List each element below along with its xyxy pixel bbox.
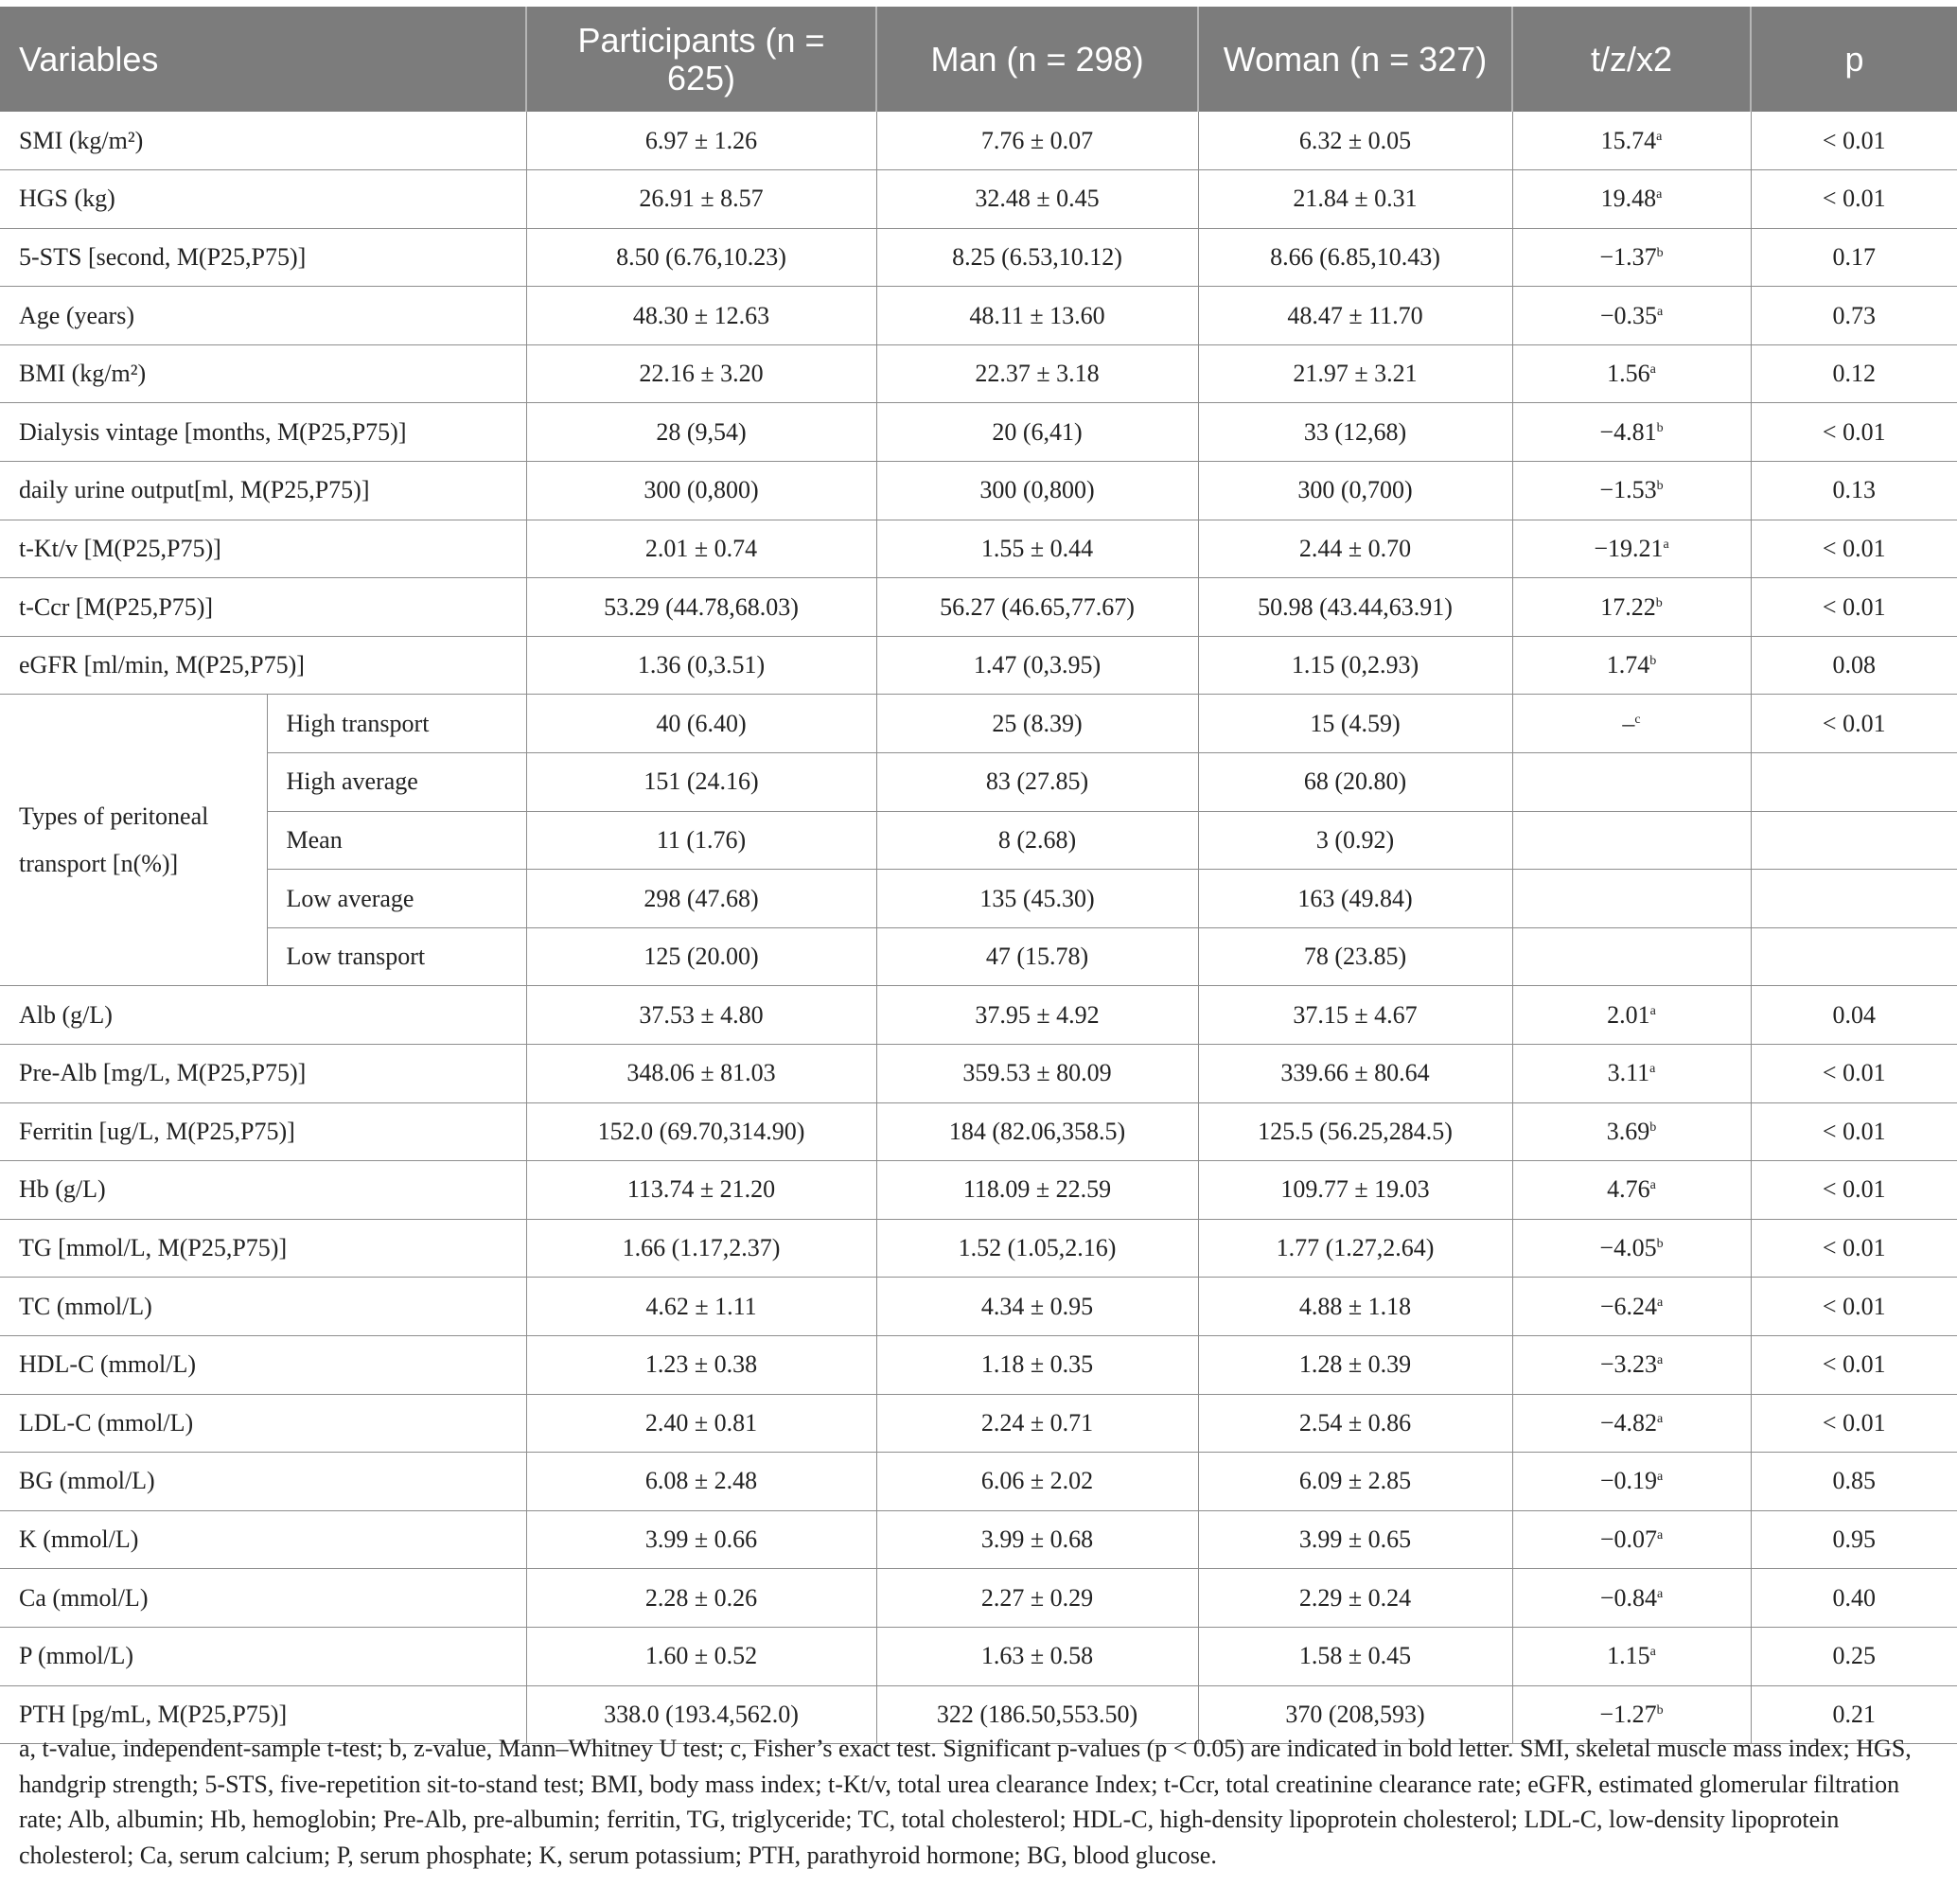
- statistic-superscript: a: [1649, 1003, 1656, 1018]
- statistic-cell: [1512, 287, 1751, 345]
- statistic-cell: [1512, 170, 1751, 229]
- statistic-cell: [1512, 695, 1751, 753]
- participants-cell: 113.74 ± 21.20: [526, 1161, 876, 1220]
- p-value-cell: < 0.01: [1751, 1045, 1957, 1103]
- p-value-cell: 0.73: [1751, 287, 1957, 345]
- man-cell: 8.25 (6.53,10.12): [876, 228, 1198, 287]
- header-woman: Woman (n = 327): [1198, 7, 1512, 112]
- man-cell: 56.27 (46.65,77.67): [876, 578, 1198, 637]
- statistic-superscript: b: [1656, 420, 1664, 435]
- participants-cell: 338.0 (193.4,562.0): [526, 1685, 876, 1744]
- statistic-value: −3.23: [1599, 1350, 1657, 1379]
- statistic-superscript: a: [1656, 1295, 1664, 1310]
- statistic-cell: [1512, 753, 1751, 812]
- variable-cell: TC (mmol/L): [0, 1278, 526, 1336]
- participants-cell: 298 (47.68): [526, 870, 876, 928]
- man-cell: 359.53 ± 80.09: [876, 1045, 1198, 1103]
- table-row: [0, 1453, 1957, 1511]
- statistic-cell: [1512, 927, 1751, 986]
- man-cell: 3.99 ± 0.68: [876, 1510, 1198, 1569]
- statistic-superscript: c: [1634, 712, 1641, 727]
- variable-cell: Alb (g/L): [0, 986, 526, 1045]
- statistic-superscript: b: [1649, 1119, 1657, 1135]
- table-row: [0, 753, 1957, 812]
- p-value-cell: < 0.01: [1751, 578, 1957, 637]
- transport-subcategory: Mean: [267, 811, 526, 870]
- variable-cell: 5-STS [second, M(P25,P75)]: [0, 228, 526, 287]
- woman-cell: 1.58 ± 0.45: [1198, 1627, 1512, 1685]
- table-row: [0, 927, 1957, 986]
- man-cell: 135 (45.30): [876, 870, 1198, 928]
- p-value-cell: 0.25: [1751, 1627, 1957, 1685]
- table-row: [0, 578, 1957, 637]
- man-cell: 22.37 ± 3.18: [876, 344, 1198, 403]
- statistic-cell: [1512, 1510, 1751, 1569]
- statistic-cell: [1512, 1102, 1751, 1161]
- table-row: [0, 870, 1957, 928]
- variable-cell: PTH [pg/mL, M(P25,P75)]: [0, 1685, 526, 1744]
- data-table-container: [0, 7, 1957, 1744]
- woman-cell: 21.84 ± 0.31: [1198, 170, 1512, 229]
- table-row: [0, 1510, 1957, 1569]
- participants-cell: 1.66 (1.17,2.37): [526, 1219, 876, 1278]
- table-row: [0, 1219, 1957, 1278]
- statistic-value: −1.53: [1599, 476, 1657, 504]
- participants-cell: 8.50 (6.76,10.23): [526, 228, 876, 287]
- statistic-value: 2.01: [1607, 1000, 1650, 1029]
- man-cell: 32.48 ± 0.45: [876, 170, 1198, 229]
- p-value-cell: [1751, 927, 1957, 986]
- woman-cell: 33 (12,68): [1198, 403, 1512, 462]
- statistic-value: −0.19: [1599, 1467, 1657, 1495]
- woman-cell: 3 (0.92): [1198, 811, 1512, 870]
- participants-cell: 2.40 ± 0.81: [526, 1394, 876, 1453]
- p-value-cell: 0.17: [1751, 228, 1957, 287]
- man-cell: 48.11 ± 13.60: [876, 287, 1198, 345]
- statistic-cell: [1512, 1278, 1751, 1336]
- statistic-superscript: a: [1649, 1178, 1656, 1193]
- participants-cell: 2.01 ± 0.74: [526, 520, 876, 578]
- table-row: [0, 1394, 1957, 1453]
- header-p-value: p: [1751, 7, 1957, 112]
- woman-cell: 68 (20.80): [1198, 753, 1512, 812]
- statistic-cell: [1512, 1161, 1751, 1220]
- statistic-superscript: b: [1649, 654, 1657, 669]
- statistic-superscript: a: [1656, 1353, 1664, 1368]
- participants-cell: 6.97 ± 1.26: [526, 112, 876, 170]
- man-cell: 83 (27.85): [876, 753, 1198, 812]
- woman-cell: 6.32 ± 0.05: [1198, 112, 1512, 170]
- statistic-value: 3.11: [1607, 1059, 1650, 1087]
- participants-cell: 1.60 ± 0.52: [526, 1627, 876, 1685]
- p-value-cell: [1751, 811, 1957, 870]
- table-row: [0, 462, 1957, 520]
- statistic-cell: [1512, 520, 1751, 578]
- p-value-cell: < 0.01: [1751, 170, 1957, 229]
- participants-cell: 28 (9,54): [526, 403, 876, 462]
- p-value-cell: 0.40: [1751, 1569, 1957, 1628]
- statistic-superscript: a: [1656, 187, 1663, 203]
- statistic-superscript: a: [1656, 129, 1663, 144]
- p-value-cell: 0.85: [1751, 1453, 1957, 1511]
- statistic-value: −4.82: [1599, 1408, 1657, 1437]
- variable-cell: t-Kt/v [M(P25,P75)]: [0, 520, 526, 578]
- variable-cell: t-Ccr [M(P25,P75)]: [0, 578, 526, 637]
- woman-cell: 125.5 (56.25,284.5): [1198, 1102, 1512, 1161]
- statistic-superscript: a: [1656, 1411, 1664, 1426]
- variable-cell: BG (mmol/L): [0, 1453, 526, 1511]
- p-value-cell: < 0.01: [1751, 403, 1957, 462]
- statistic-cell: [1512, 403, 1751, 462]
- woman-cell: 339.66 ± 80.64: [1198, 1045, 1512, 1103]
- transport-subcategory: High average: [267, 753, 526, 812]
- statistic-superscript: a: [1656, 1470, 1664, 1485]
- statistic-value: 4.76: [1607, 1175, 1650, 1204]
- woman-cell: 50.98 (43.44,63.91): [1198, 578, 1512, 637]
- man-cell: 37.95 ± 4.92: [876, 986, 1198, 1045]
- man-cell: 1.47 (0,3.95): [876, 636, 1198, 695]
- variable-cell: Ferritin [ug/L, M(P25,P75)]: [0, 1102, 526, 1161]
- variable-cell: Pre-Alb [mg/L, M(P25,P75)]: [0, 1045, 526, 1103]
- p-value-cell: < 0.01: [1751, 1219, 1957, 1278]
- characteristics-table: [0, 7, 1957, 1744]
- table-row: [0, 170, 1957, 229]
- man-cell: 2.27 ± 0.29: [876, 1569, 1198, 1628]
- header-statistic: t/z/x2: [1512, 7, 1751, 112]
- statistic-superscript: b: [1656, 479, 1664, 494]
- woman-cell: 6.09 ± 2.85: [1198, 1453, 1512, 1511]
- statistic-value: −4.05: [1599, 1234, 1657, 1262]
- man-cell: 300 (0,800): [876, 462, 1198, 520]
- transport-group-label: Types of peritoneal transport [n(%)]: [0, 695, 267, 986]
- statistic-cell: [1512, 1627, 1751, 1685]
- participants-cell: 1.23 ± 0.38: [526, 1335, 876, 1394]
- transport-subcategory: Low average: [267, 870, 526, 928]
- variable-cell: eGFR [ml/min, M(P25,P75)]: [0, 636, 526, 695]
- statistic-cell: [1512, 112, 1751, 170]
- variable-cell: P (mmol/L): [0, 1627, 526, 1685]
- table-row: [0, 636, 1957, 695]
- woman-cell: 8.66 (6.85,10.43): [1198, 228, 1512, 287]
- statistic-cell: [1512, 870, 1751, 928]
- participants-cell: 2.28 ± 0.26: [526, 1569, 876, 1628]
- statistic-superscript: b: [1656, 245, 1664, 260]
- statistic-superscript: a: [1656, 1528, 1664, 1543]
- woman-cell: 2.29 ± 0.24: [1198, 1569, 1512, 1628]
- participants-cell: 348.06 ± 81.03: [526, 1045, 876, 1103]
- table-row: [0, 1102, 1957, 1161]
- p-value-cell: 0.12: [1751, 344, 1957, 403]
- variable-cell: BMI (kg/m²): [0, 344, 526, 403]
- woman-cell: 78 (23.85): [1198, 927, 1512, 986]
- woman-cell: 1.15 (0,2.93): [1198, 636, 1512, 695]
- statistic-value: 17.22: [1600, 592, 1656, 621]
- man-cell: 7.76 ± 0.07: [876, 112, 1198, 170]
- statistic-cell: [1512, 986, 1751, 1045]
- statistic-cell: [1512, 1453, 1751, 1511]
- statistic-value: 1.15: [1607, 1642, 1650, 1670]
- p-value-cell: < 0.01: [1751, 520, 1957, 578]
- variable-cell: K (mmol/L): [0, 1510, 526, 1569]
- participants-cell: 6.08 ± 2.48: [526, 1453, 876, 1511]
- p-value-cell: < 0.01: [1751, 695, 1957, 753]
- p-value-cell: < 0.01: [1751, 1102, 1957, 1161]
- p-value-cell: < 0.01: [1751, 1278, 1957, 1336]
- statistic-value: 19.48: [1600, 185, 1657, 213]
- woman-cell: 48.47 ± 11.70: [1198, 287, 1512, 345]
- participants-cell: 37.53 ± 4.80: [526, 986, 876, 1045]
- p-value-cell: 0.08: [1751, 636, 1957, 695]
- participants-cell: 11 (1.76): [526, 811, 876, 870]
- woman-cell: 109.77 ± 19.03: [1198, 1161, 1512, 1220]
- variable-cell: HDL-C (mmol/L): [0, 1335, 526, 1394]
- table-row: [0, 811, 1957, 870]
- table-row: [0, 1045, 1957, 1103]
- woman-cell: 370 (208,593): [1198, 1685, 1512, 1744]
- p-value-cell: 0.21: [1751, 1685, 1957, 1744]
- statistic-superscript: a: [1649, 1062, 1656, 1077]
- statistic-superscript: a: [1656, 1586, 1664, 1601]
- p-value-cell: [1751, 870, 1957, 928]
- man-cell: 1.18 ± 0.35: [876, 1335, 1198, 1394]
- woman-cell: 1.28 ± 0.39: [1198, 1335, 1512, 1394]
- table-row: [0, 287, 1957, 345]
- statistic-value: −4.81: [1599, 417, 1657, 446]
- man-cell: 1.52 (1.05,2.16): [876, 1219, 1198, 1278]
- transport-subcategory: High transport: [267, 695, 526, 753]
- woman-cell: 1.77 (1.27,2.64): [1198, 1219, 1512, 1278]
- statistic-cell: [1512, 636, 1751, 695]
- table-row: [0, 344, 1957, 403]
- statistic-value: 1.74: [1606, 651, 1650, 679]
- woman-cell: 21.97 ± 3.21: [1198, 344, 1512, 403]
- table-row: [0, 1278, 1957, 1336]
- variable-cell: LDL-C (mmol/L): [0, 1394, 526, 1453]
- participants-cell: 22.16 ± 3.20: [526, 344, 876, 403]
- table-body: [0, 112, 1957, 1744]
- statistic-cell: [1512, 1569, 1751, 1628]
- statistic-value: −0.07: [1599, 1525, 1657, 1554]
- statistic-cell: [1512, 811, 1751, 870]
- statistic-value: −6.24: [1599, 1292, 1657, 1320]
- statistic-superscript: a: [1649, 1645, 1656, 1660]
- p-value-cell: 0.95: [1751, 1510, 1957, 1569]
- statistic-value: −0.35: [1599, 301, 1657, 329]
- woman-cell: 15 (4.59): [1198, 695, 1512, 753]
- statistic-value: −0.84: [1599, 1583, 1657, 1612]
- man-cell: 8 (2.68): [876, 811, 1198, 870]
- table-row: [0, 695, 1957, 753]
- variable-cell: Ca (mmol/L): [0, 1569, 526, 1628]
- man-cell: 25 (8.39): [876, 695, 1198, 753]
- statistic-cell: [1512, 344, 1751, 403]
- table-row: [0, 1627, 1957, 1685]
- participants-cell: 40 (6.40): [526, 695, 876, 753]
- header-row: [0, 7, 1957, 112]
- man-cell: 4.34 ± 0.95: [876, 1278, 1198, 1336]
- participants-cell: 53.29 (44.78,68.03): [526, 578, 876, 637]
- man-cell: 2.24 ± 0.71: [876, 1394, 1198, 1453]
- woman-cell: 4.88 ± 1.18: [1198, 1278, 1512, 1336]
- p-value-cell: 0.13: [1751, 462, 1957, 520]
- p-value-cell: < 0.01: [1751, 1335, 1957, 1394]
- participants-cell: 300 (0,800): [526, 462, 876, 520]
- participants-cell: 125 (20.00): [526, 927, 876, 986]
- statistic-cell: [1512, 1335, 1751, 1394]
- man-cell: 184 (82.06,358.5): [876, 1102, 1198, 1161]
- statistic-superscript: a: [1663, 537, 1669, 552]
- participants-cell: 48.30 ± 12.63: [526, 287, 876, 345]
- statistic-superscript: b: [1656, 1702, 1664, 1718]
- participants-cell: 151 (24.16): [526, 753, 876, 812]
- woman-cell: 300 (0,700): [1198, 462, 1512, 520]
- p-value-cell: [1751, 753, 1957, 812]
- table-footnote: a, t-value, independent-sample t-test; b, z-value, Mann–Whitney U test; c, Fisher’s exact test. Significant p-values (p < 0.05) are indicated in bold letter. SMI, skeletal muscle mass index; HGS, handgrip strength; 5-STS, five-repetition sit-to-stand test; BMI, body mass index; t-Kt/v, total urea clearance Index; t-Ccr, total creatinine clearance rate; eGFR, estimated glomerular filtration rate; Alb, albumin; Hb, hemoglobin; Pre-Alb, pre-albumin; ferritin, TG, triglyceride; TC, total cholesterol; HDL-C, high-density lipoprotein cholesterol; LDL-C, low-density lipoprotein cholesterol; Ca, serum calcium; P, serum phosphate; K, serum potassium; PTH, parathyroid hormone; BG, blood glucose.: [19, 1735, 1912, 1869]
- statistic-superscript: a: [1649, 362, 1656, 378]
- statistic-superscript: b: [1656, 1237, 1664, 1252]
- statistic-value: 3.69: [1606, 1117, 1650, 1145]
- statistic-cell: [1512, 578, 1751, 637]
- table-row: [0, 520, 1957, 578]
- statistic-superscript: b: [1655, 595, 1663, 610]
- statistic-cell: [1512, 1045, 1751, 1103]
- statistic-cell: [1512, 228, 1751, 287]
- table-row: [0, 112, 1957, 170]
- man-cell: 6.06 ± 2.02: [876, 1453, 1198, 1511]
- man-cell: 1.63 ± 0.58: [876, 1627, 1198, 1685]
- participants-cell: 4.62 ± 1.11: [526, 1278, 876, 1336]
- woman-cell: 3.99 ± 0.65: [1198, 1510, 1512, 1569]
- p-value-cell: 0.04: [1751, 986, 1957, 1045]
- header-variables: Variables: [0, 7, 526, 112]
- variable-cell: HGS (kg): [0, 170, 526, 229]
- woman-cell: 163 (49.84): [1198, 870, 1512, 928]
- table-row: [0, 1569, 1957, 1628]
- statistic-superscript: a: [1656, 304, 1664, 319]
- statistic-value: 15.74: [1600, 126, 1657, 154]
- variable-cell: Hb (g/L): [0, 1161, 526, 1220]
- statistic-value: −1.27: [1599, 1700, 1657, 1728]
- statistic-cell: [1512, 1219, 1751, 1278]
- statistic-value: −19.21: [1594, 534, 1664, 562]
- transport-subcategory: Low transport: [267, 927, 526, 986]
- man-cell: 47 (15.78): [876, 927, 1198, 986]
- statistic-value: −1.37: [1599, 242, 1657, 271]
- woman-cell: 2.44 ± 0.70: [1198, 520, 1512, 578]
- participants-cell: 152.0 (69.70,314.90): [526, 1102, 876, 1161]
- participants-cell: 3.99 ± 0.66: [526, 1510, 876, 1569]
- header-participants: Participants (n = 625): [526, 7, 876, 112]
- p-value-cell: < 0.01: [1751, 112, 1957, 170]
- statistic-cell: [1512, 1394, 1751, 1453]
- table-row: [0, 403, 1957, 462]
- man-cell: 20 (6,41): [876, 403, 1198, 462]
- man-cell: 1.55 ± 0.44: [876, 520, 1198, 578]
- table-row: [0, 1335, 1957, 1394]
- statistic-cell: [1512, 462, 1751, 520]
- man-cell: 118.09 ± 22.59: [876, 1161, 1198, 1220]
- variable-cell: TG [mmol/L, M(P25,P75)]: [0, 1219, 526, 1278]
- table-row: [0, 228, 1957, 287]
- header-man: Man (n = 298): [876, 7, 1198, 112]
- participants-cell: 1.36 (0,3.51): [526, 636, 876, 695]
- statistic-value: –: [1622, 709, 1635, 737]
- woman-cell: 37.15 ± 4.67: [1198, 986, 1512, 1045]
- table-row: [0, 986, 1957, 1045]
- table-row: [0, 1161, 1957, 1220]
- variable-cell: daily urine output[ml, M(P25,P75)]: [0, 462, 526, 520]
- man-cell: 322 (186.50,553.50): [876, 1685, 1198, 1744]
- p-value-cell: < 0.01: [1751, 1161, 1957, 1220]
- variable-cell: Dialysis vintage [months, M(P25,P75)]: [0, 403, 526, 462]
- variable-cell: Age (years): [0, 287, 526, 345]
- statistic-value: 1.56: [1607, 360, 1650, 388]
- participants-cell: 26.91 ± 8.57: [526, 170, 876, 229]
- variable-cell: SMI (kg/m²): [0, 112, 526, 170]
- woman-cell: 2.54 ± 0.86: [1198, 1394, 1512, 1453]
- p-value-cell: < 0.01: [1751, 1394, 1957, 1453]
